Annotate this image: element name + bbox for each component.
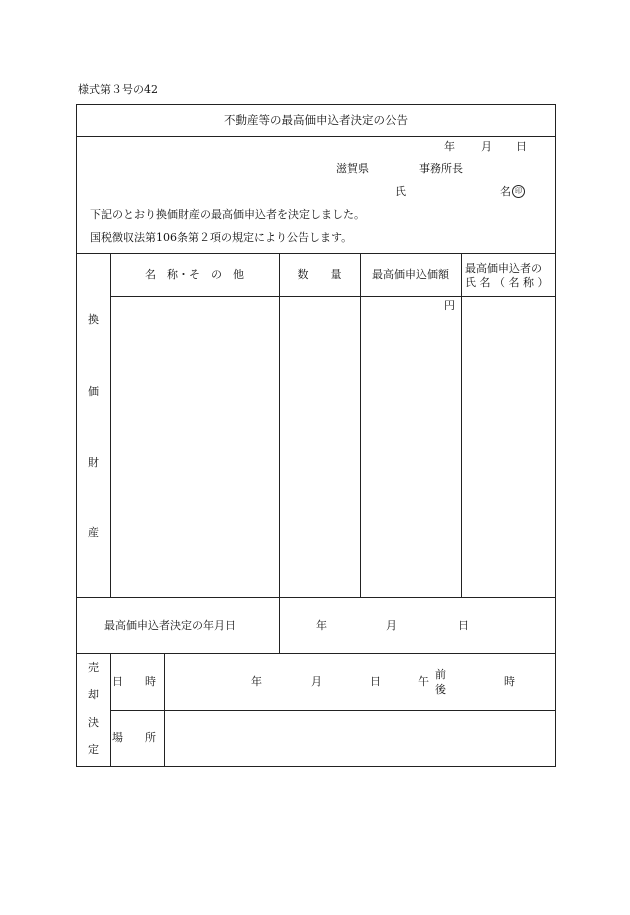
sale-datetime-label: 日 時	[112, 675, 156, 688]
sale-place-label: 場 所	[112, 731, 156, 744]
sale-side-label-3: 決	[88, 716, 99, 729]
sale-datetime-year: 年	[251, 675, 262, 688]
sale-side-label-4: 定	[88, 743, 99, 756]
decision-date-label: 最高価申込者決定の年月日	[104, 619, 236, 632]
column-header-highest-bidder-name-line-2: 氏 名 （ 名 称 ）	[465, 276, 549, 289]
decision-date-year: 年	[316, 619, 327, 632]
issuer-name-label-2: 名	[500, 185, 511, 198]
notice-date-day: 日	[516, 140, 527, 153]
notice-text-line-2: 国税徴収法第106条第２項の規定により公告します。	[90, 231, 353, 244]
sale-datetime-pm: 後	[435, 683, 446, 696]
sale-datetime-am: 前	[435, 668, 446, 681]
seal-icon: 印	[512, 185, 525, 198]
issuer-office-chief: 事務所長	[419, 162, 463, 175]
column-header-highest-bidder-name-line-1: 最高価申込者の	[465, 262, 542, 275]
sale-side-label-1: 売	[88, 661, 99, 674]
decision-date-month: 月	[386, 619, 397, 632]
notice-date-month: 月	[481, 140, 492, 153]
sale-datetime-hour: 時	[504, 675, 515, 688]
column-header-name-etc: 名 称・そ の 他	[145, 268, 244, 281]
notice-date-year: 年	[444, 140, 455, 153]
property-side-label-3: 財	[88, 456, 99, 469]
sale-datetime-am-pm-prefix: 午	[418, 675, 429, 688]
issuer-prefecture: 滋賀県	[336, 162, 369, 175]
property-side-label-4: 産	[88, 526, 99, 539]
currency-unit: 円	[444, 299, 455, 312]
page-title: 不動産等の最高価申込者決定の公告	[224, 113, 408, 127]
property-side-label-1: 換	[88, 313, 99, 326]
form-number: 様式第３号の42	[78, 83, 158, 96]
column-header-highest-bid-amount: 最高価申込価額	[372, 268, 449, 281]
sale-side-label-2: 却	[88, 688, 99, 701]
column-header-quantity: 数 量	[297, 268, 342, 281]
sale-datetime-month: 月	[311, 675, 322, 688]
sale-datetime-day: 日	[370, 675, 381, 688]
notice-text-line-1: 下記のとおり換価財産の最高価申込者を決定しました。	[90, 208, 365, 221]
decision-date-day: 日	[458, 619, 469, 632]
issuer-name-label-1: 氏	[395, 185, 406, 198]
property-side-label-2: 価	[88, 385, 99, 398]
